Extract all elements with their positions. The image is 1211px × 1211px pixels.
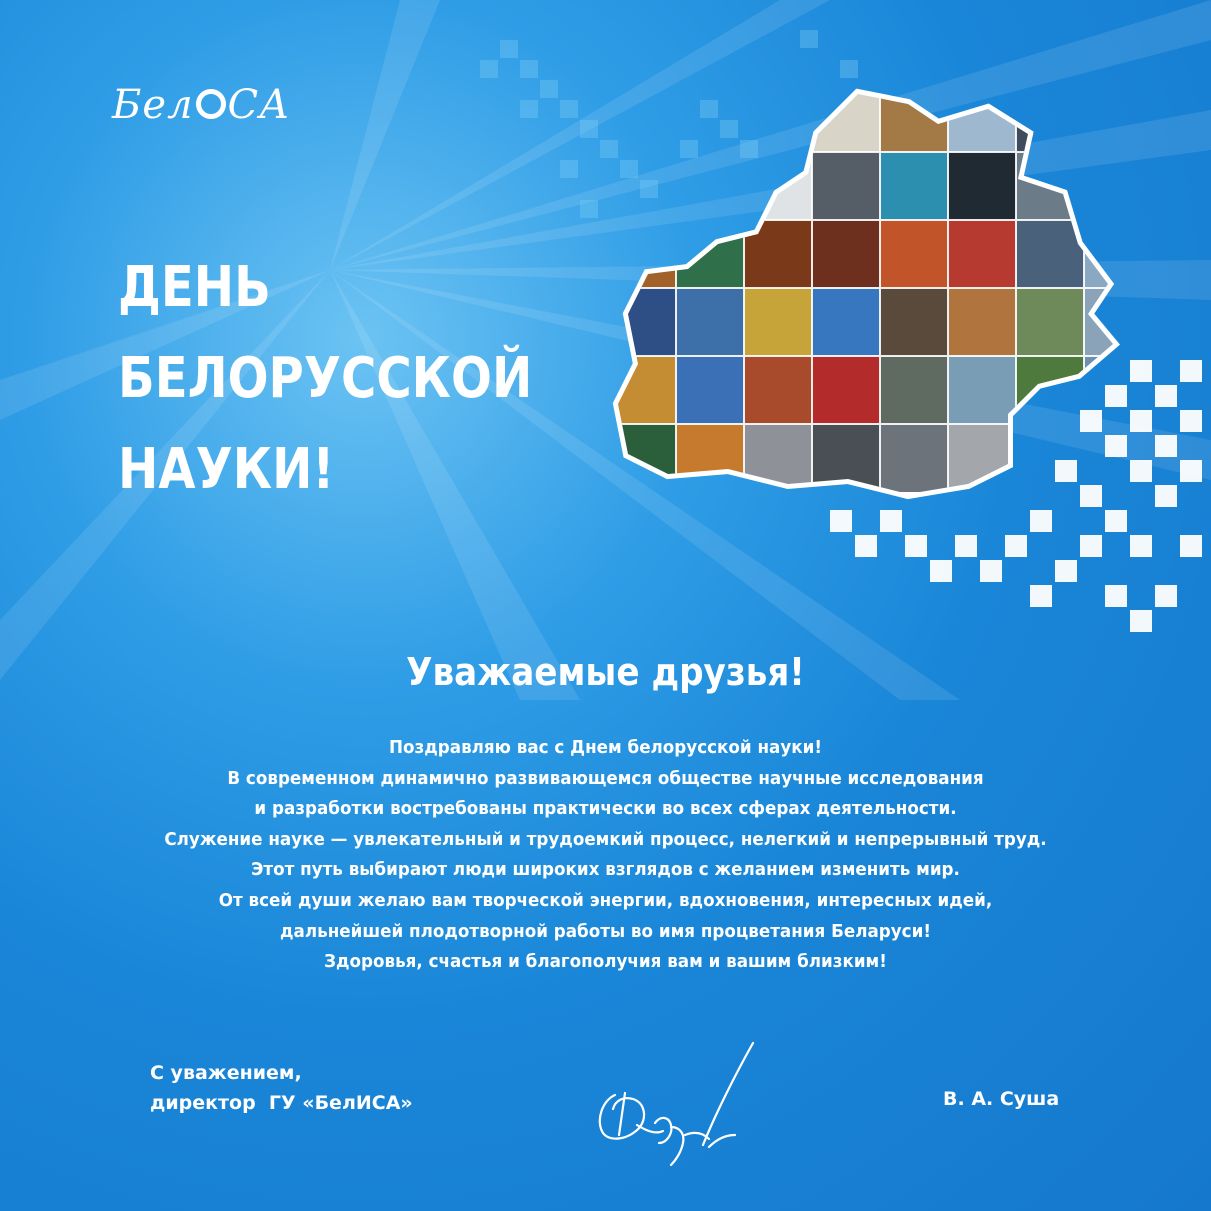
belarus-map-collage-icon (608, 84, 1128, 504)
message-line: Здоровья, счастья и благополучия вам и вашим близким! (324, 951, 887, 973)
message-line: дальнейшей плодотворной работы во имя процветания Беларуси! (280, 920, 931, 942)
message-line: Этот путь выбирают люди широких взглядов с желанием изменить мир. (251, 859, 960, 881)
greeting-heading: Уважаемые друзья! (406, 650, 805, 694)
signature-block (150, 1058, 413, 1118)
belisa-logo (112, 82, 290, 128)
headline (118, 242, 532, 515)
message-line: От всей души желаю вам творческой энергии, вдохновения, интересных идей, (218, 889, 993, 911)
signatory-name: В. А. Суша (943, 1088, 1060, 1110)
handwritten-signature-icon (585, 1035, 765, 1170)
headline-line-3: НАУКИ! (118, 437, 335, 502)
logo-text-prefix: Бел (112, 82, 194, 128)
message-body (0, 733, 1211, 978)
regards-text: С уважением, (150, 1062, 302, 1084)
headline-line-2: БЕЛОРУССКОЙ (118, 346, 533, 411)
message-line: Служение науке — увлекательный и трудоемкий процесс, нелегкий и непрерывный труд. (164, 828, 1047, 850)
message-line: и разработки востребованы практически во всех сферах деятельности. (254, 798, 957, 820)
message-line: В современном динамично развивающемся обществе научные исследования (227, 767, 984, 789)
logo-text-suffix: СА (227, 82, 291, 128)
logo-circle-icon (196, 89, 226, 119)
position-text: директор ГУ «БелИСА» (150, 1092, 413, 1114)
headline-line-1: ДЕНЬ (118, 255, 271, 320)
message-line: Поздравляю вас с Днем белорусской науки! (389, 737, 822, 758)
